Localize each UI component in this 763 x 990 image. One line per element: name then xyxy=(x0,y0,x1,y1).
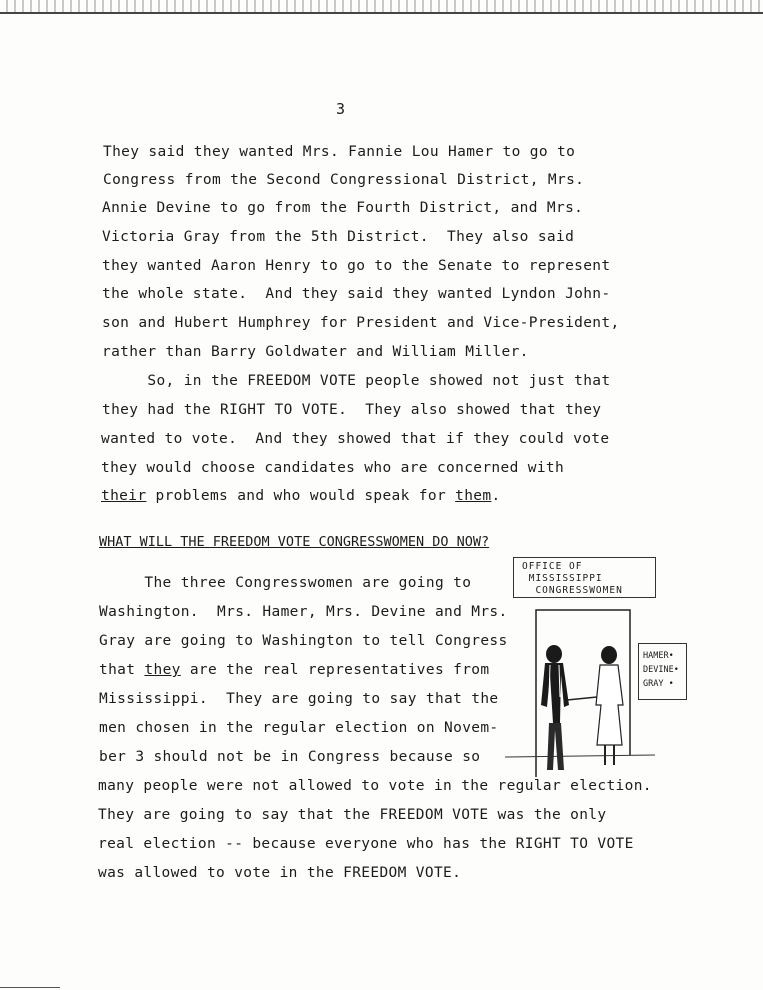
underlined-word: their xyxy=(101,488,147,504)
text-line: many people were not allowed to vote in the regular election. xyxy=(98,778,652,794)
section-heading: WHAT WILL THE FREEDOM VOTE CONGRESSWOMEN DO NOW? xyxy=(99,534,490,550)
text-line: So, in the FREEDOM VOTE people showed not just that xyxy=(102,373,611,389)
text-line: men chosen in the regular election on Novem- xyxy=(99,720,499,736)
text-line: the whole state. And they said they wanted Lyndon John- xyxy=(102,286,611,302)
scan-bottom-mark xyxy=(0,987,60,988)
text-line: they would choose candidates who are concerned with xyxy=(101,460,565,476)
text-span: that xyxy=(99,662,145,678)
text-line: Victoria Gray from the 5th District. They also said xyxy=(102,229,575,245)
text-line: Washington. Mrs. Hamer, Mrs. Devine and Mrs. xyxy=(99,604,508,620)
names-sign xyxy=(638,643,687,700)
text-line: Congress from the Second Congressional District, Mrs. xyxy=(103,172,585,188)
text-line: Annie Devine to go from the Fourth District, and Mrs. xyxy=(102,200,584,216)
text-line: real election -- because everyone who has the RIGHT TO VOTE xyxy=(98,836,634,852)
figure-right xyxy=(567,646,623,765)
underlined-word: them xyxy=(455,488,492,504)
text-line: Gray are going to Washington to tell Congress xyxy=(99,633,508,649)
text-line: was allowed to vote in the FREEDOM VOTE. xyxy=(98,865,462,881)
floor-line xyxy=(505,755,655,757)
sign-line: MISSISSIPPI xyxy=(522,573,603,584)
text-line: The three Congresswomen are going to xyxy=(99,575,472,591)
text-line: They are going to say that the FREEDOM VOTE was the only xyxy=(98,807,607,823)
text-span: are the real representatives from xyxy=(180,662,490,678)
sign-line: GRAY • xyxy=(643,679,674,689)
text-line: ber 3 should not be in Congress because so xyxy=(99,749,481,765)
page-number: 3 xyxy=(336,100,346,118)
sign-line: HAMER• xyxy=(643,651,674,661)
sign-line: CONGRESSWOMEN xyxy=(522,585,623,596)
text-line: son and Hubert Humphrey for President and Vice-President, xyxy=(102,315,620,331)
text-line xyxy=(101,488,501,504)
text-span: . xyxy=(491,488,501,504)
text-line: rather than Barry Goldwater and William Miller. xyxy=(102,344,529,360)
text-line: They said they wanted Mrs. Fannie Lou Hamer to go to xyxy=(103,144,576,160)
sign-line: DEVINE• xyxy=(643,665,679,675)
figure-left xyxy=(541,645,569,770)
sign-line: OFFICE OF xyxy=(522,561,583,572)
text-span: problems and who would speak for xyxy=(146,488,456,504)
text-line xyxy=(99,662,489,678)
underlined-word: they xyxy=(144,662,181,678)
scan-top-border xyxy=(0,0,763,14)
office-sign xyxy=(513,557,656,598)
text-line: wanted to vote. And they showed that if they could vote xyxy=(101,431,610,447)
text-line: they had the RIGHT TO VOTE. They also showed that they xyxy=(102,402,602,418)
text-line: they wanted Aaron Henry to go to the Senate to represent xyxy=(102,258,611,274)
text-line: Mississippi. They are going to say that the xyxy=(99,691,499,707)
